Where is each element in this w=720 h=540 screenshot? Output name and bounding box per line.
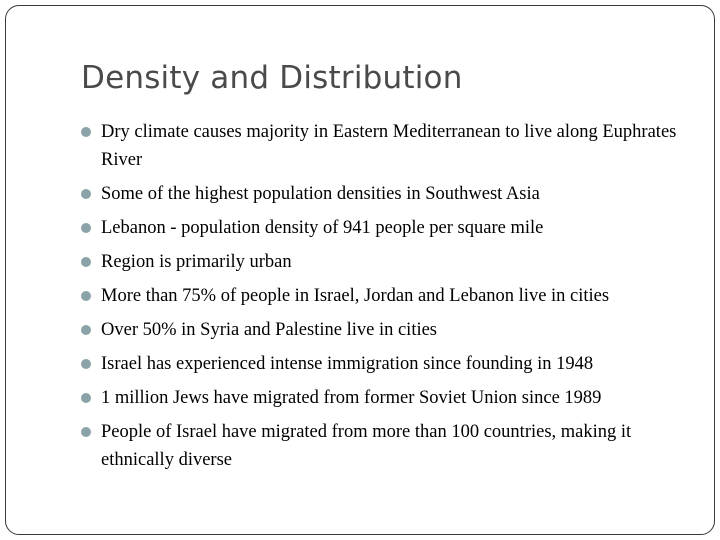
bullet-text: 1 million Jews have migrated from former Soviet Union since 1989 (101, 388, 602, 408)
bullet-item (81, 282, 681, 310)
slide-title: Density and Distribution (81, 60, 463, 96)
bullet-item (81, 214, 681, 242)
bullet-dot-icon (81, 257, 91, 267)
bullet-dot-icon (81, 223, 91, 233)
bullet-text: People of Israel have migrated from more than 100 countries, making it ethnically diverse (101, 422, 632, 470)
bullet-dot-icon (81, 291, 91, 301)
bullet-item (81, 180, 681, 208)
bullet-item (81, 248, 681, 276)
bullet-item (81, 118, 681, 174)
bullet-dot-icon (81, 427, 91, 437)
bullet-dot-icon (81, 325, 91, 335)
bullet-text: Some of the highest population densities in Southwest Asia (101, 184, 540, 204)
bullet-text: More than 75% of people in Israel, Jordan and Lebanon live in cities (101, 286, 610, 306)
bullet-item (81, 384, 681, 412)
bullet-text: Israel has experienced intense immigration since founding in 1948 (101, 354, 594, 374)
bullet-dot-icon (81, 393, 91, 403)
bullet-item (81, 316, 681, 344)
bullet-dot-icon (81, 189, 91, 199)
bullet-text: Region is primarily urban (101, 252, 292, 272)
bullet-dot-icon (81, 359, 91, 369)
bullet-text: Lebanon - population density of 941 people per square mile (101, 218, 544, 238)
bullet-dot-icon (81, 127, 91, 137)
bullet-item (81, 418, 681, 474)
bullet-text: Dry climate causes majority in Eastern Mediterranean to live along Euphrates River (101, 122, 677, 170)
bullet-list (81, 118, 681, 480)
bullet-item (81, 350, 681, 378)
bullet-text: Over 50% in Syria and Palestine live in cities (101, 320, 438, 340)
